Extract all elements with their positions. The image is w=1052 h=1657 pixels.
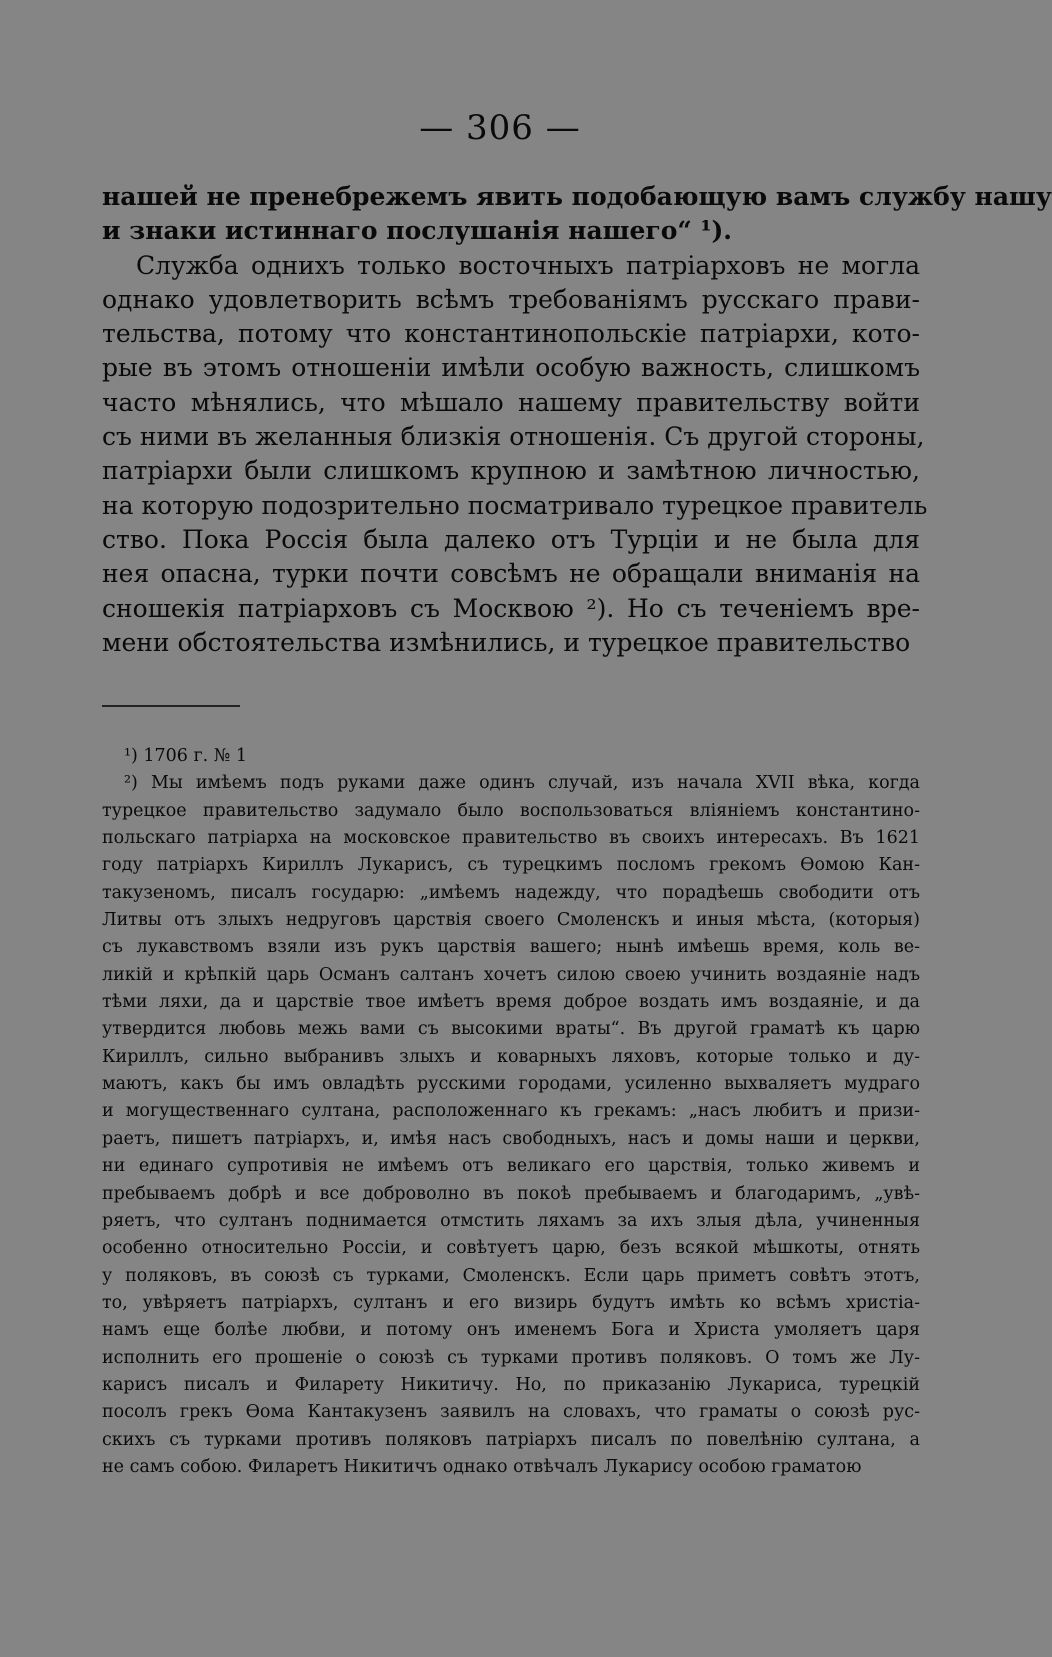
footnote-line [102,1181,920,1208]
footnote-text: ликій и крѣпкій царь Османъ салтанъ хочетъ силою своею учинить воздаяніе надъ [102,964,920,985]
footnote-separator [102,705,240,707]
footnote-line [102,934,920,961]
footnote-line [102,880,920,907]
footnote-line [102,1071,920,1098]
text-line: сношекія патріарховъ съ Москвою ²). Но съ теченіемъ вре- [102,593,920,623]
text-line: мени обстоятельства измѣнились, и турецкое правительство [102,627,911,657]
text-line: рые въ этомъ отношеніи имѣли особую важность, слишкомъ [102,353,920,383]
footnote-line [102,1427,920,1454]
footnote-text: исполнить его прошеніе о союзѣ съ турками противъ поляковъ. О томъ же Лу- [102,1347,920,1368]
text-line: нея опасна, турки почти совсѣмъ не обращали вниманія на [102,559,920,589]
footnote-text: карисъ писалъ и Филарету Никитичу. Но, по приказанію Лукариса, турецкій [102,1374,920,1395]
footnote-text: не самъ собою. Филаретъ Никитичъ однако отвѣчалъ Лукарису особою граматою [102,1456,862,1477]
footnote-text: Мы имѣемъ подъ руками даже одинъ случай, изъ начала XVII вѣка, когда [150,773,920,794]
text-line: и знаки истиннаго послушанія нашего“ ¹). [102,216,732,246]
footnote-text: раетъ, пишетъ патріархъ, и, имѣя насъ свободныхъ, насъ и домы наши и церкви, [102,1128,920,1149]
footnote-text: и могущественнаго султана, расположеннаго къ грекамъ: „насъ любитъ и призи- [102,1101,920,1122]
footnote-line [102,852,920,879]
text-line: нашей не пренебрежемъ явить подобающую вамъ службу нашу [102,182,1052,211]
footnote-line [102,770,920,797]
footnote-line [102,1208,920,1235]
footnote-line [102,1345,920,1372]
text-line: патріархи были слишкомъ крупною и замѣтною личностью, [102,456,920,486]
footnote-line [102,798,920,825]
footnote-text: Кириллъ, сильно выбранивъ злыхъ и коварныхъ ляховъ, которые только и ду- [102,1046,920,1067]
footnote-text: ряетъ, что султанъ поднимается отмстить ляхамъ за ихъ злыя дѣла, учиненныя [102,1210,920,1231]
footnote-text: пребываемъ добрѣ и все доброволно въ покоѣ пребываемъ и благодаримъ, „увѣ- [102,1183,920,1204]
footnote-text: особенно относительно Россіи, и совѣтуетъ царю, безъ всякой мѣшкоты, отнять [102,1238,920,1259]
footnote-line [102,825,920,852]
text-line: ство. Пока Россія была далеко отъ Турціи и не была для [102,524,920,554]
text-line: съ ними въ желанныя близкія отношенія. Съ другой стороны, [102,422,925,452]
footnote-text: тѣми ляхи, да и царствіе твое имѣетъ время доброе воздать имъ воздаяніе, и да [102,992,920,1013]
footnote-line [102,1235,920,1262]
text-line: на которую подозрительно посматривало турецкое правитель [102,490,928,520]
footnote-line [102,907,920,934]
footnote-text: Литвы отъ злыхъ недруговъ царствія своего Смоленскъ и иныя мѣста, (которыя) [102,910,920,931]
footnote-text: ни единаго супротивія не имѣемъ отъ великаго его царствія, только живемъ и [102,1156,920,1177]
text-line: тельства, потому что константинопольскіе патріархи, кото- [102,319,920,349]
footnote-marker: ²) [124,773,151,794]
footnote-marker: ¹) [124,746,144,766]
footnote-text: скихъ съ турками противъ поляковъ патріархъ писалъ по повелѣнію султана, а [102,1429,920,1450]
footnotes [102,743,920,1481]
footnote-line [102,1454,920,1481]
footnote-text: польскаго патріарха на московское правительство въ своихъ интересахъ. Въ 1621 [102,828,920,849]
footnote-text: у поляковъ, въ союзѣ съ турками, Смоленскъ. Если царь приметъ совѣтъ этотъ, [102,1265,920,1286]
footnote-text: съ лукавствомъ взяли изъ рукъ царствія вашего; нынѣ имѣешь время, коль ве- [102,937,920,958]
footnote-line [102,1153,920,1180]
footnote-line [102,1399,920,1426]
footnote-line [102,1126,920,1153]
footnote-line [102,1263,920,1290]
page-number: — 306 — [419,108,581,148]
footnote-text: турецкое правительство задумало было воспользоваться вліяніемъ константино- [102,800,920,821]
main-text [102,180,1052,660]
footnote-line [102,962,920,989]
footnote-text: маютъ, какъ бы имъ овладѣть русскими городами, усиленно выхваляетъ мудраго [102,1074,920,1095]
footnote-text: намъ еще болѣе любви, и потому онъ именемъ Бога и Христа умоляетъ царя [102,1320,920,1341]
footnote-line [102,989,920,1016]
footnote-text: посолъ грекъ Ѳома Кантакузенъ заявилъ на словахъ, что граматы о союзѣ рус- [102,1402,920,1423]
footnote-text: утвердится любовь межь вами съ высокими враты“. Въ другой граматѣ къ царю [102,1019,920,1040]
footnote-line [102,1372,920,1399]
text-line: однако удовлетворить всѣмъ требованіямъ русскаго прави- [102,284,920,314]
footnote-text: 1706 г. № 1 [143,746,248,766]
text-line: Служба однихъ только восточныхъ патріарховъ не могла [136,250,920,280]
footnote-line [102,1044,920,1071]
footnote-line [102,1290,920,1317]
footnote-line [102,1317,920,1344]
footnote-text: такузеномъ, писалъ государю: „имѣемъ надежду, что порадѣешь свободити отъ [102,882,920,903]
text-line: часто мѣнялись, что мѣшало нашему правительству войти [102,387,920,417]
footnote-line [102,743,920,770]
footnote-line [102,1098,920,1125]
footnote-text: году патріархъ Кириллъ Лукарисъ, съ турецкимъ посломъ грекомъ Ѳомою Кан- [102,855,920,876]
footnote-text: то, увѣряетъ патріархъ, султанъ и его визирь будутъ имѣть ко всѣмъ христіа- [102,1292,920,1313]
footnote-line [102,1016,920,1043]
